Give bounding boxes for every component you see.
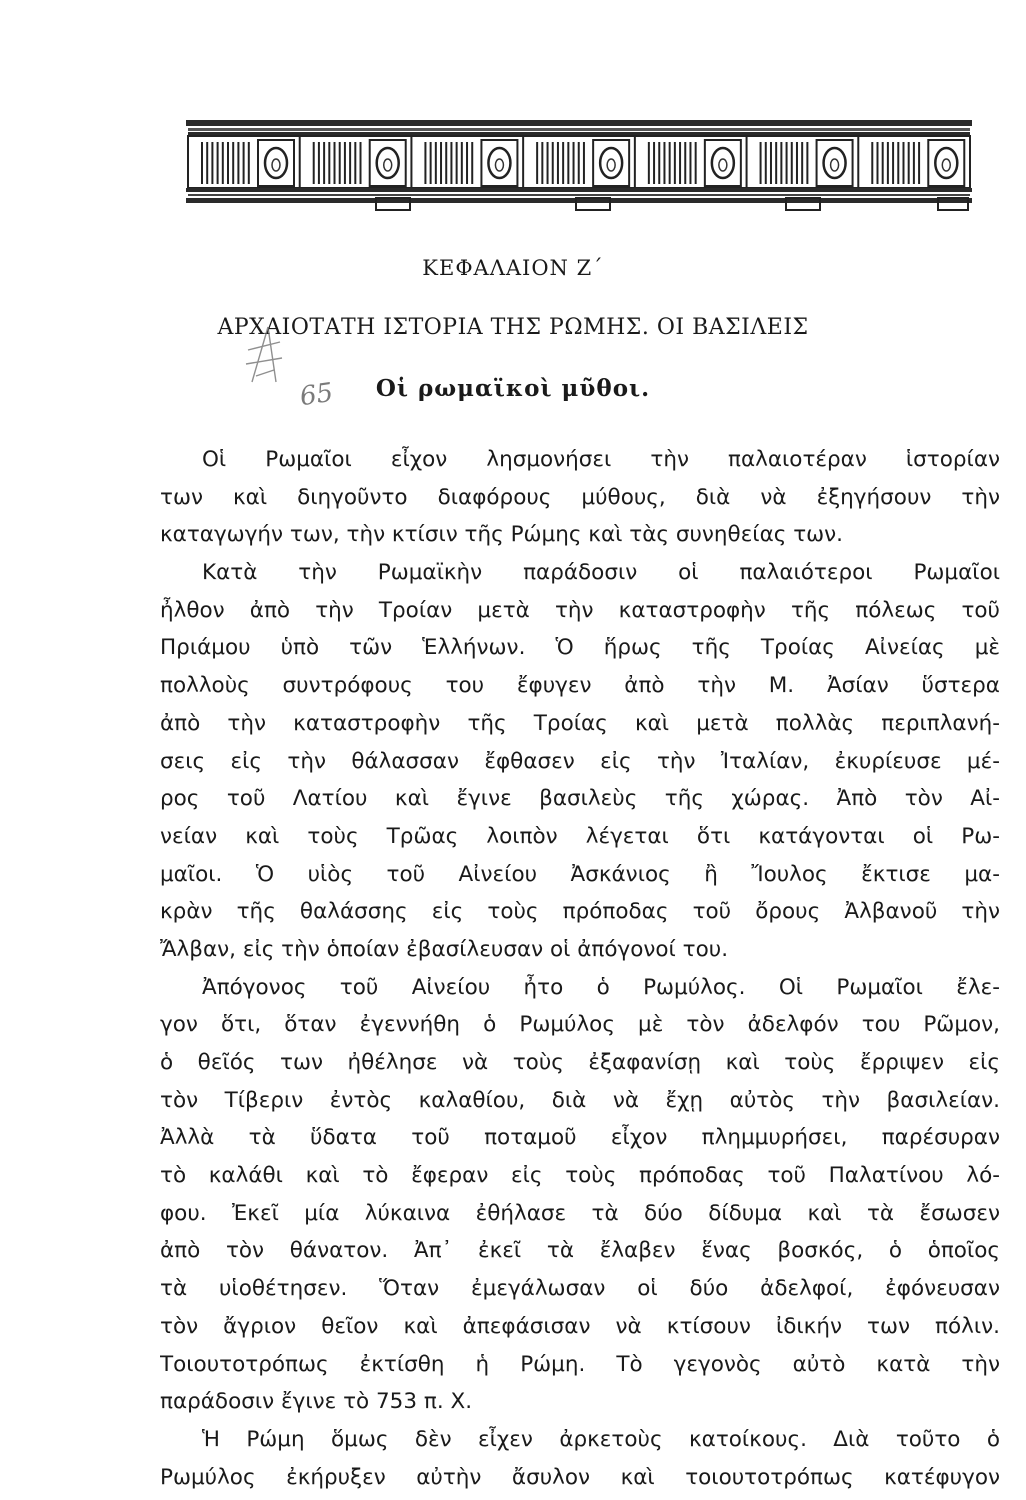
text-line: Ἀλλὰ τὰ ὕδατα τοῦ ποταμοῦ εἶχον πλημμυρήσει, παρέσυραν (160, 1125, 1000, 1151)
text-line: Ἡ Ρώμη ὅμως δὲν εἶχεν ἀρκετοὺς κατοίκους. Διὰ τοῦτο ὁ (202, 1426, 1000, 1452)
text-line: ἀπὸ τὴν καταστροφὴν τῆς Τροίας καὶ μετὰ πολλὰς περιπλανή- (160, 710, 1000, 736)
text-line: γον ὅτι, ὅταν ἐγεννήθη ὁ Ρωμύλος μὲ τὸν ἀδελφόν του Ρῶμον, (160, 1012, 1000, 1038)
text-line: Ἀπόγονος τοῦ Αἰνείου ἦτο ὁ Ρωμύλος. Οἱ Ρωμαῖοι ἔλε- (202, 974, 1000, 1000)
paragraph (160, 969, 1000, 1421)
text-line: Κατὰ τὴν Ρωμαϊκὴν παράδοσιν οἱ παλαιότεροι Ρωμαῖοι (202, 560, 1000, 586)
handwritten-page-number: 65 (298, 377, 336, 413)
text-line: μαῖοι. Ὁ υἱὸς τοῦ Αἰνείου Ἀσκάνιος ἢ Ἴουλος ἔκτισε μα- (160, 861, 1000, 887)
text-line: τὸν ἄγριον θεῖον καὶ ἀπεφάσισαν νὰ κτίσουν ἰδικήν των πόλιν. (160, 1313, 1000, 1339)
text-line: ὁ θεῖός των ἠθέλησε νὰ τοὺς ἐξαφανίσῃ καὶ τοὺς ἔρριψεν εἰς (160, 1050, 1000, 1075)
body-text (160, 441, 1000, 1496)
text-line: τὸ καλάθι καὶ τὸ ἔφεραν εἰς τοὺς πρόποδας τοῦ Παλατίνου λό- (160, 1163, 1000, 1189)
text-line: κρὰν τῆς θαλάσσης εἰς τοὺς πρόποδας τοῦ ὄρους Ἀλβανοῦ τὴν (160, 899, 1000, 925)
paragraph (160, 1421, 1000, 1496)
chapter-heading: ΚΕΦΑΛΑΙΟΝ Ζ΄ (422, 256, 604, 280)
paragraph (160, 441, 1000, 554)
text-line: ρος τοῦ Λατίου καὶ ἔγινε βασιλεὺς τῆς χώρας. Ἀπὸ τὸν Αἰ- (160, 786, 1000, 812)
text-line: καταγωγήν των, τὴν κτίσιν τῆς Ρώμης καὶ τὰς συνηθείας των. (160, 522, 844, 548)
text-line: σεις εἰς τὴν θάλασσαν ἔφθασεν εἰς τὴν Ἰταλίαν, ἐκυρίευσε μέ- (160, 748, 1000, 774)
text-line: Ρωμύλος ἐκήρυξεν αὐτὴν ἄσυλον καὶ τοιουτοτρόπως κατέφυγον (160, 1464, 1000, 1490)
text-line: τὸν Τίβεριν ἐντὸς καλαθίου, διὰ νὰ ἔχῃ αὐτὸς τὴν βασιλείαν. (160, 1087, 1000, 1113)
text-line: Οἱ Ρωμαῖοι εἶχον λησμονήσει τὴν παλαιοτέραν ἱστορίαν (202, 447, 1000, 472)
text-line: νείαν καὶ τοὺς Τρῶας λοιπὸν λέγεται ὅτι κατάγονται οἱ Ρω- (160, 823, 1000, 849)
text-line: παράδοσιν ἔγινε τὸ 753 π. Χ. (160, 1389, 473, 1415)
text-line: ἀπὸ τὸν θάνατον. Ἀπ᾽ ἐκεῖ τὰ ἔλαβεν ἕνας βοσκός, ὁ ὁποῖος (160, 1238, 1000, 1264)
paragraph (160, 554, 1000, 969)
chapter-title: ΑΡΧΑΙΟΤΑΤΗ ΙΣΤΟΡΙΑ ΤΗΣ ΡΩΜΗΣ. ΟΙ ΒΑΣΙΛΕΙΣ (217, 315, 809, 340)
text-line: Πριάμου ὑπὸ τῶν Ἑλλήνων. Ὁ ἥρως τῆς Τροίας Αἰνείας μὲ (160, 635, 1000, 661)
handwritten-annotation (238, 312, 388, 432)
text-line: Τοιουτοτρόπως ἐκτίσθη ἡ Ρώμη. Τὸ γεγονὸς αὐτὸ κατὰ τὴν (160, 1351, 1000, 1377)
text-line: Ἄλβαν, εἰς τὴν ὁποίαν ἐβασίλευσαν οἱ ἀπόγονοί του. (160, 936, 729, 962)
section-title: Οἱ ρωμαϊκοὶ μῦθοι. (375, 375, 651, 402)
text-line: τὰ υἱοθέτησεν. Ὅταν ἐμεγάλωσαν οἱ δύο ἀδελφοί, ἐφόνευσαν (160, 1276, 1000, 1302)
text-line: φου. Ἐκεῖ μία λύκαινα ἐθήλασε τὰ δύο δίδυμα καὶ τὰ ἔσωσεν (160, 1200, 1000, 1226)
text-line: πολλοὺς συντρόφους του ἔφυγεν ἀπὸ τὴν Μ. Ἀσίαν ὕστερα (160, 673, 1000, 699)
text-line: των καὶ διηγοῦντο διαφόρους μύθους, διὰ νὰ ἐξηγήσουν τὴν (160, 484, 1000, 510)
ornamental-frieze-header (186, 118, 972, 214)
text-line: ἦλθον ἀπὸ τὴν Τροίαν μετὰ τὴν καταστροφὴν τῆς πόλεως τοῦ (160, 597, 1000, 623)
